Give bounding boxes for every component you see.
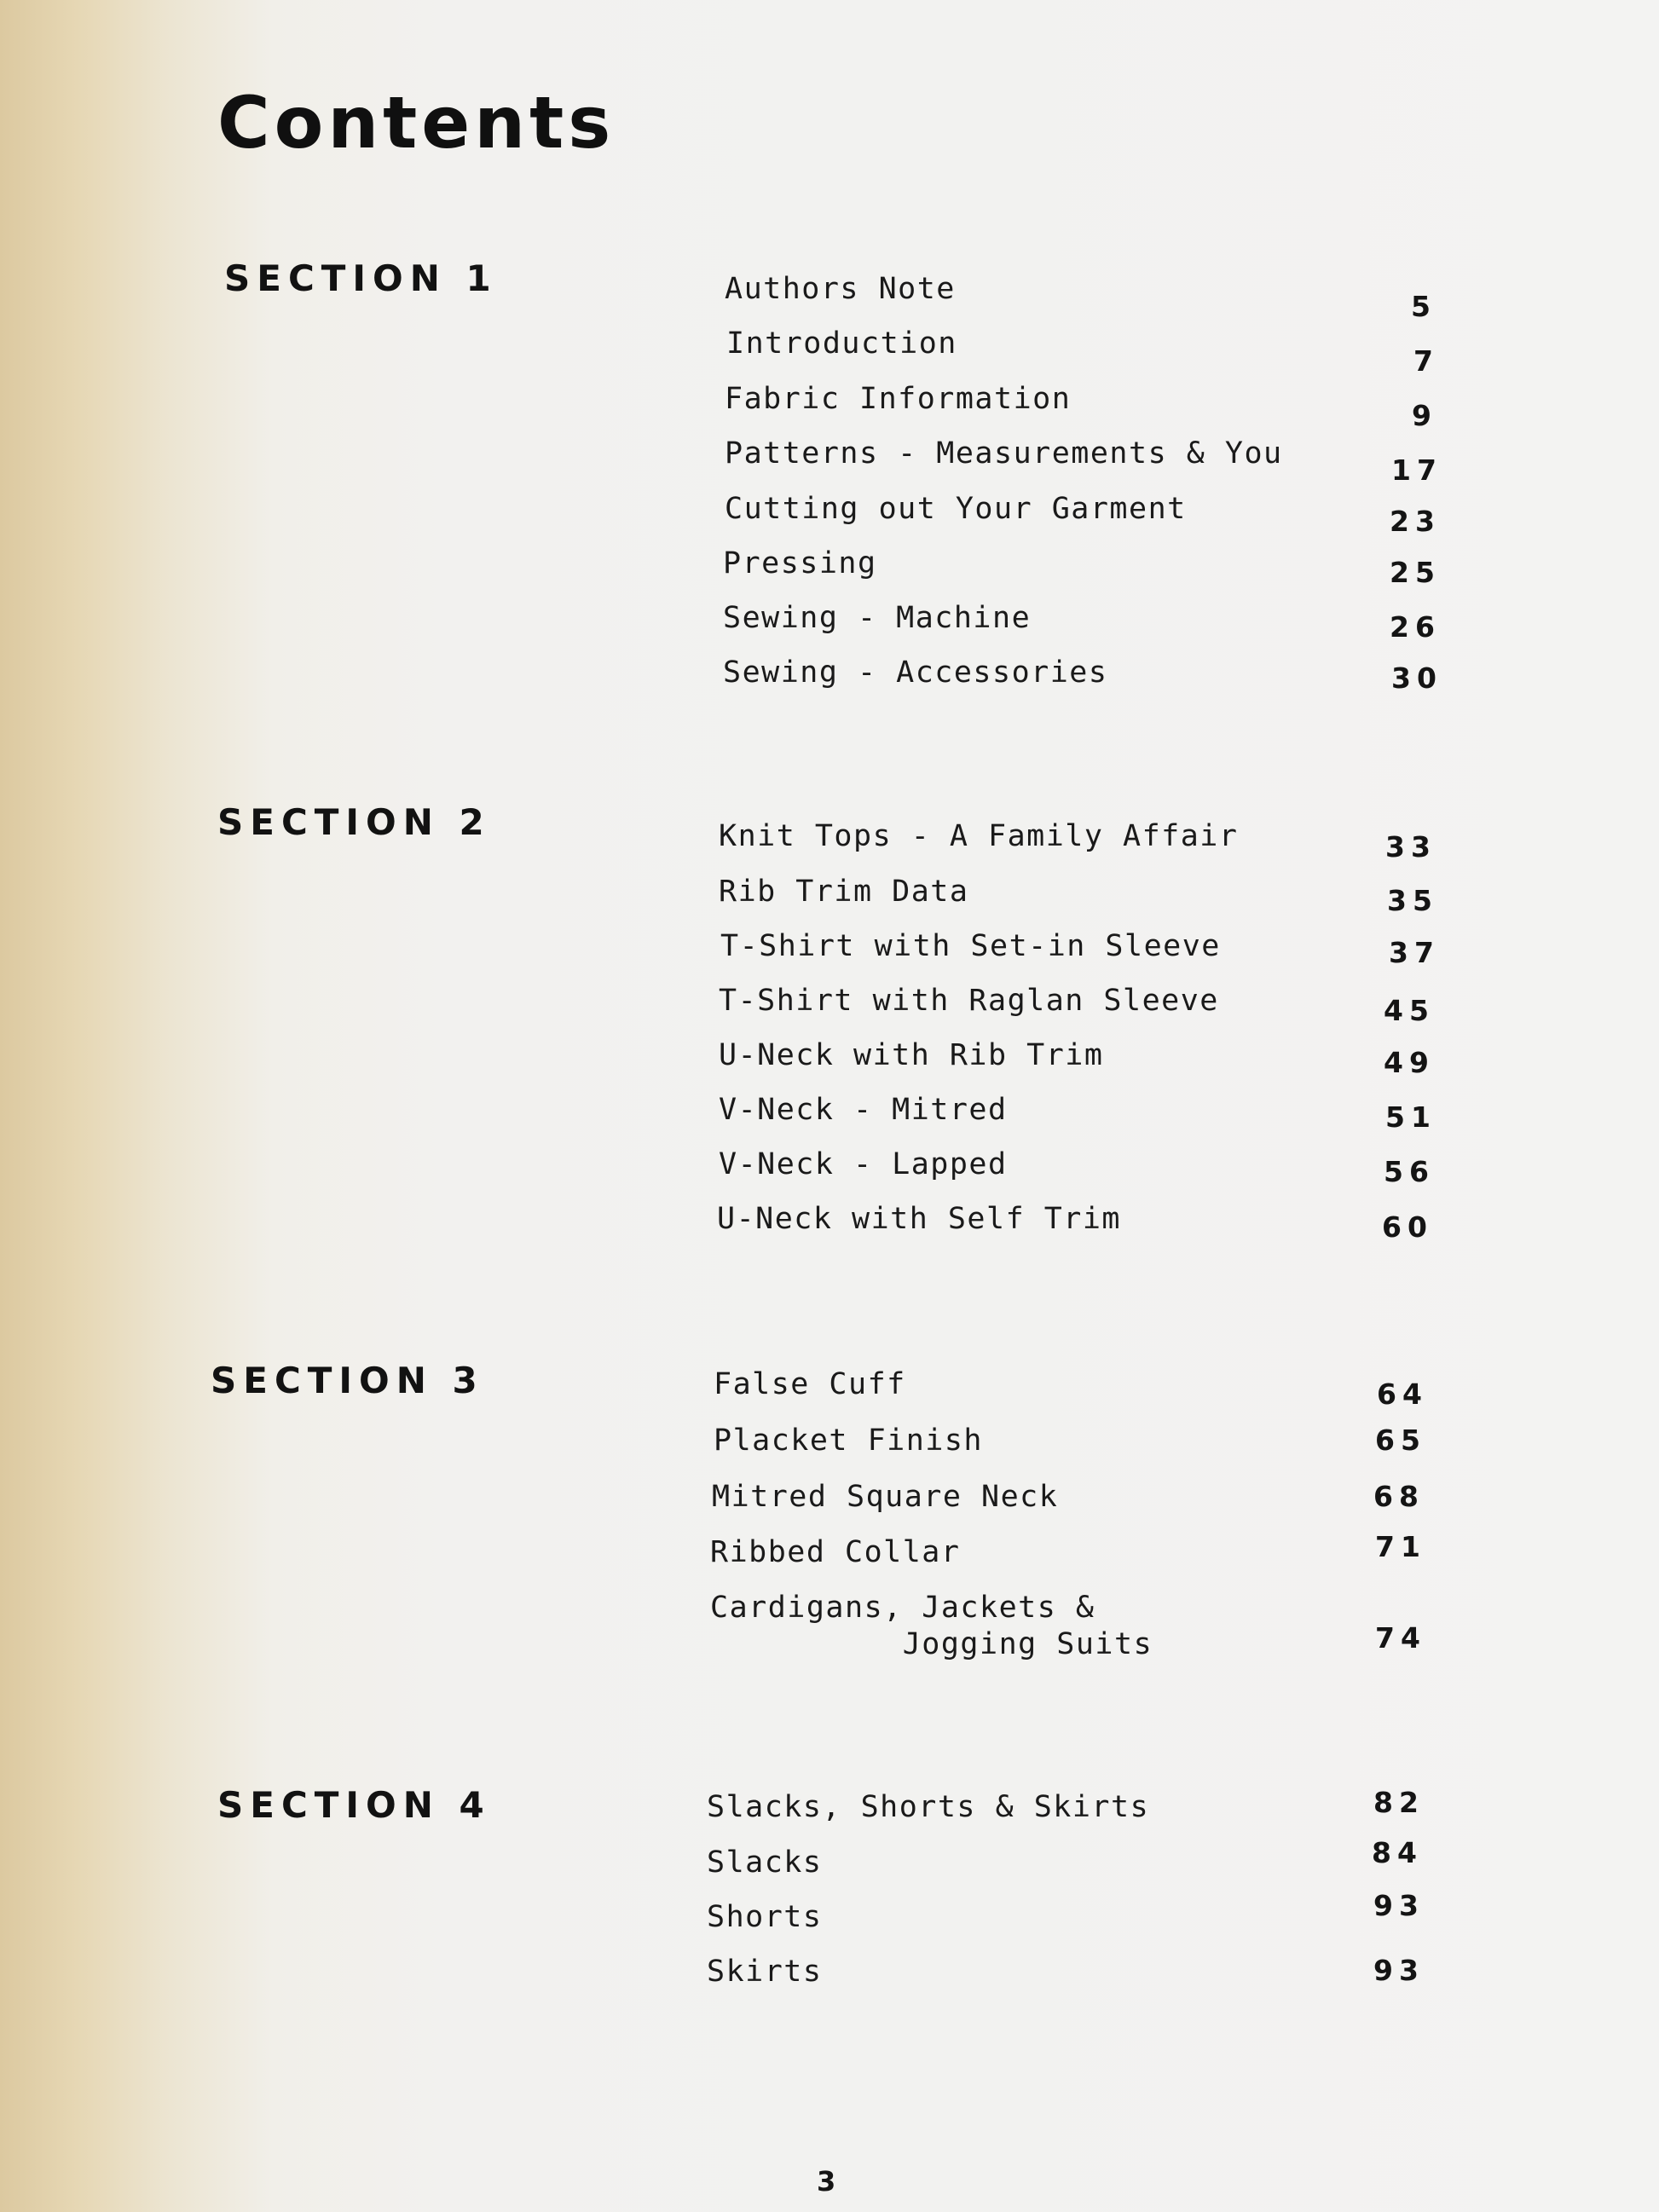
toc-entry-title: Slacks — [707, 1845, 823, 1880]
toc-entry-title: Cutting out Your Garment — [725, 492, 1187, 526]
toc-entry-page: 84 — [1372, 1836, 1423, 1869]
toc-entry-title: Shorts — [707, 1900, 823, 1934]
toc-entry-page: 64 — [1377, 1377, 1428, 1411]
toc-entry-title: T-Shirt with Raglan Sleeve — [719, 984, 1219, 1018]
toc-entry-page: 30 — [1391, 661, 1442, 695]
toc-entry-page: 9 — [1412, 399, 1437, 432]
toc-entry-title: False Cuff — [714, 1367, 906, 1401]
toc-entry-title: V-Neck - Mitred — [719, 1093, 1008, 1127]
page-number: 3 — [817, 2165, 836, 2198]
section-4-heading: SECTION 4 — [217, 1784, 491, 1826]
toc-entry-title: T-Shirt with Set-in Sleeve — [720, 929, 1221, 963]
toc-entry-title: Patterns - Measurements & You — [725, 436, 1283, 471]
toc-entry-page: 71 — [1375, 1530, 1426, 1563]
toc-entry-title: Fabric Information — [725, 382, 1072, 416]
section-1-heading: SECTION 1 — [224, 257, 498, 299]
toc-entry-page: 82 — [1373, 1786, 1425, 1819]
toc-entry-page: 60 — [1382, 1210, 1433, 1244]
toc-entry-page: 45 — [1384, 994, 1435, 1027]
toc-entry-page: 93 — [1373, 1954, 1425, 1987]
toc-entry-title: Sewing - Machine — [723, 601, 1032, 635]
toc-entry-title: Cardigans, Jackets & Jogging Suits — [710, 1591, 1153, 1661]
toc-entry-title: Authors Note — [725, 272, 956, 306]
toc-entry-page: 65 — [1375, 1424, 1426, 1457]
toc-entry-page: 35 — [1387, 884, 1438, 917]
section-2-heading: SECTION 2 — [217, 801, 491, 843]
toc-entry-title: Placket Finish — [714, 1424, 984, 1458]
toc-entry-page: 25 — [1390, 556, 1441, 589]
toc-entry-page: 26 — [1390, 610, 1441, 644]
toc-entry-title: Introduction — [726, 326, 957, 361]
toc-entry-page: 93 — [1373, 1889, 1425, 1922]
page-title: Contents — [217, 81, 616, 165]
toc-entry-title: Mitred Square Neck — [712, 1480, 1059, 1514]
toc-entry-title: Rib Trim Data — [719, 875, 969, 909]
toc-entry-page: 5 — [1411, 290, 1436, 323]
toc-entry-title: Skirts — [707, 1955, 823, 1989]
toc-entry-page: 7 — [1413, 344, 1439, 378]
toc-entry-page: 37 — [1389, 936, 1440, 969]
toc-entry-title: U-Neck with Self Trim — [717, 1202, 1122, 1236]
toc-entry-title: Slacks, Shorts & Skirts — [707, 1790, 1150, 1824]
toc-entry-page: 51 — [1385, 1100, 1436, 1134]
toc-entry-title: Pressing — [723, 546, 877, 580]
section-3-heading: SECTION 3 — [211, 1360, 484, 1401]
toc-entry-title: U-Neck with Rib Trim — [719, 1038, 1104, 1072]
toc-entry-title: Sewing - Accessories — [723, 656, 1108, 690]
toc-entry-page: 33 — [1385, 830, 1436, 863]
toc-entry-page: 68 — [1373, 1480, 1425, 1513]
toc-entry-page: 56 — [1384, 1155, 1435, 1188]
toc-entry-title: V-Neck - Lapped — [719, 1147, 1008, 1181]
toc-entry-page: 23 — [1390, 505, 1441, 538]
toc-entry-title: Ribbed Collar — [710, 1535, 961, 1569]
toc-entry-page: 17 — [1391, 453, 1442, 487]
toc-entry-title: Knit Tops - A Family Affair — [719, 819, 1239, 853]
toc-entry-page: 49 — [1384, 1046, 1435, 1079]
toc-entry-page: 74 — [1375, 1621, 1426, 1655]
